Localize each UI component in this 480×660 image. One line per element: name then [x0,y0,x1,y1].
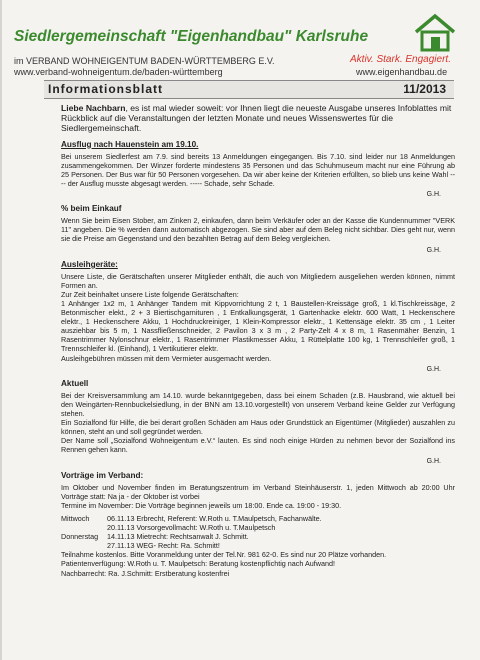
aktuell-signature: G.H. [426,457,441,465]
ausflug-body: Bei unserem Siedlerfest am 7.9. sind bereits 13 Anmeldungen eingegangen. Bis 7.10. sind leider nur 18 Anmeldungen zusammengekommen. Der Winzer forderte mindestens 35 Personen und das Schuhmuseum macht nur eine Führung ab 25 Personen. Der Bus war für 50 Personen vorgesehen. Da wir aber keine der Kriterien erfüllten, so blieb uns keine Wahl ---- der Ausflug musste abgesagt werden. ----- Schade, sehr Schade. [61,151,455,188]
scan-edge [0,0,2,660]
intro-paragraph [61,103,455,134]
schedule-day [61,523,107,532]
intro-text: , es ist mal wieder soweit: vor Ihnen liegt die neueste Ausgabe unseres Infoblattes mit Rückblick auf die Veranstaltungen der letzten Monate und neues Wissenswertes für die Siedlergemeinschaft. [61,103,452,134]
website-url[interactable]: www.eigenhandbau.de [356,67,448,77]
ausflug-heading: Ausflug nach Hauenstein am 19.10. [61,139,199,149]
vortraege-intro-1: Im Oktober und November finden im Beratungszentrum im Verband Steinhäuserstr. 1, jeden Mittwoch ab 20:00 Uhr Vorträge statt: Na ja - der Oktober ist vorbei [61,482,455,501]
vortraege-intro-2: Termine im November: Die Vorträge beginnen jeweils um 18:00. Ende ca. 19:00 - 19:30. [61,500,342,510]
slogan: Aktiv. Stark. Engagiert. [350,54,451,65]
aktuell-body-2: Ein Sozialfond für Hilfe, die bei derart großen Schäden am Haus oder Grundstück an Eigentümer (Mitglieder) auszahlen zu können, steht an und soll gegründet werden. [61,418,455,437]
schedule-row [61,514,455,523]
aktuell-body-1: Bei der Kreisversammlung am 14.10. wurde bekanntgegeben, dass bei einem Schaden (z.B. Hausbrand, wie aktuell bei den Weingärten-Rennbuckelsiedlung, in der BNN am 13.10.vorgestellt) von unserem Verband keine Gelder zur Verfügung stehen. [61,390,455,419]
einkauf-signature: G.H. [426,246,441,254]
title-banner [44,80,454,99]
schedule-entry: 27.11.13 WEG- Recht: Ra. Schmitt! [107,541,220,551]
einkauf-body: Wenn Sie beim Eisen Stober, am Zinken 2, einkaufen, dann beim Verkäufer oder an der Kasse die Kundennummer "VERK 11" angeben. Die % werden dann automatisch abgezogen. Sie sind aber auf dem Beleg nicht sichtbar. Dies geht nur, wenn sie die Preise am Gegenstand und den bezahlten Betrag auf dem Beleg vergleichen. [61,216,455,244]
ausleih-footer: Ausleihgebühren müssen mit dem Vermieter ausgemacht werden. [61,353,272,363]
association-url[interactable]: www.verband-wohneigentum.de/baden-württemberg [14,67,223,77]
ausleih-body: Unsere Liste, die Gerätschaften unserer Mitglieder enthält, die auch von Mitgliedern ausgeliehen werden können, nimmt Formen an. [61,271,455,290]
schedule-row [61,532,455,541]
schedule-entry: 14.11.13 Mietrecht: Rechtsanwalt J. Schmitt. [107,532,249,542]
ausleih-list-intro: Zur Zeit beinhaltet unsere Liste folgende Gerätschaften: [61,289,239,299]
aktuell-body-3: Der Name soll „Sozialfond Wohneigentum e.V.“ lauten. Es sind noch einige Hürden zu nehmen bevor der Sozialfond ins Rennen gehen kann. [61,436,455,455]
einkauf-heading: % beim Einkauf [61,204,122,214]
schedule-day: Mittwoch [61,513,90,523]
ausleih-signature: G.H. [426,365,441,373]
schedule-row [61,541,455,550]
association-name: im VERBAND WOHNEIGENTUM BADEN-WÜRTTEMBERG E.V. [14,56,275,66]
house-logo-icon [412,10,458,54]
organization-title: Siedlergemeinschaft "Eigenhandbau" Karlsruhe [14,28,369,45]
vortraege-heading: Vorträge im Verband: [61,470,144,480]
schedule-entry: 06.11.13 Erbrecht, Referent: W.Roth u. T.Maulpetsch, Fachanwälte. [107,513,322,523]
patienten-line: Patientenverfügung: W.Roth u. T. Maulpetsch: Beratung kostenpflichtig nach Aufwand! [61,559,335,569]
sheet-title: Informationsblatt [48,82,163,96]
schedule-day: Donnerstag [61,532,99,542]
intro-greeting: Liebe Nachbarn [61,103,126,113]
ausflug-signature: G.H. [426,191,441,199]
ausleih-list: 1 Anhänger 1x2 m, 1 Anhänger Tandem mit Kippvorrichtung 2 t, 1 Baustellen-Kreissäge groß, 1 kl.Tischkreissäge, 2 Betonmischer elekt., 2 + 3 Biertischgarnituren , 1 Entkalkungsgerät, 1 Gartenhacke elektr. 600 Watt, 1 Heckenschere elektr., 1 Heckenschere Akku, 1 Hochdruckreiniger, 1 Klein-Kompressor elektr., 1 Kettensäge elektr. 35 cm , 1 Leiter ausziehbar bis 5 m, 1 Nassfließenschneider, 2 Pavilon 3 x 3 m , 2 Party-Zelt 4 x 8 m, 1 Rasenmäher Benzin, 1 Rasentrimmer Nylonschnur elektr., 1 Rasentrimmer Plastikmesser Akku, 1 Rüttelplatte 100 kg, 1 Trennschleifer groß, 1 Trennschleifer kl. (Einhand), 1 Vertikutierer elektr. [61,299,455,354]
issue-number: 11/2013 [403,82,446,96]
schedule-entry: 20.11.13 Vorsorgevollmacht: W.Roth u. T.Maulpetsch [107,523,276,533]
ausleih-heading: Ausleihgeräte: [61,259,118,269]
aktuell-heading: Aktuell [61,378,89,388]
schedule-day [61,541,107,550]
schedule-row [61,523,455,532]
nachbarrecht-line: Nachbarrecht: Ra. J.Schmitt: Erstberatung kostenfrei [61,568,230,578]
vortraege-note: Teilnahme kostenlos. Bitte Voranmeldung unter der Tel.Nr. 981 62-0. Es sind nur 20 Plätze vorhanden. [61,550,387,560]
main-content [61,103,455,578]
